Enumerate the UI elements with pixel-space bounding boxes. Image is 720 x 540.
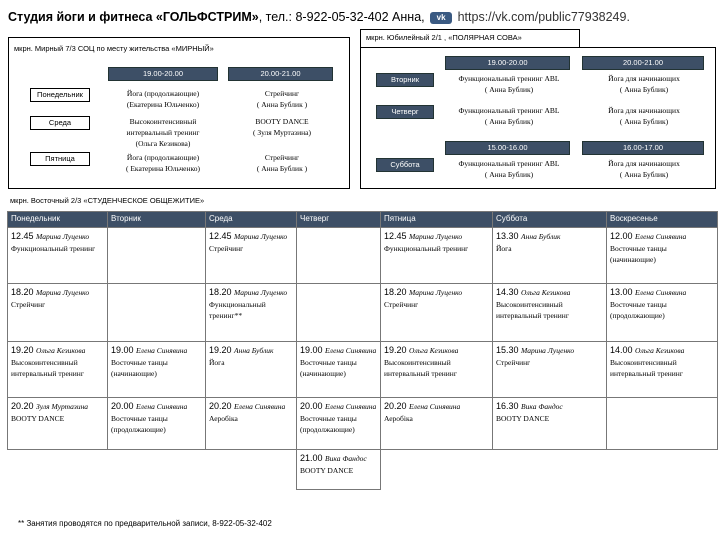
class-time: 12.45 [209,231,232,241]
class-name: Высокоинтенсивный интервальный тренинг [496,300,569,320]
class-name: Функциональный тренинг** [209,300,266,320]
instructor-name: Ольга Кезикова [36,346,86,355]
table-header-row [8,212,718,228]
class-name: Высокоинтенсивный интервальный тренинг [384,358,457,378]
mirny-time-2: 20.00-21.00 [228,67,333,81]
instructor-name: Вика Фандос [325,454,367,463]
instructor-name: Елена Синявина [234,402,286,411]
class-name: Высокоинтенсивный интервальный тренинг [11,358,84,378]
instructor-name: Марина Луценко [36,288,90,297]
class-time: 20.00 [111,401,134,411]
instructor-name: Елена Синявина [635,288,687,297]
class-name: Аеробіка [209,414,238,423]
instructor-name: Анна Бублик [234,346,274,355]
instructor-name: Анна Бублик [521,232,561,241]
vostochny-title: мкрн. Восточный 2/3 «СТУДЕНЧЕСКОЕ ОБЩЕЖИТИЕ» [10,196,205,205]
class-name: BOOTY DANCE [496,414,550,423]
class-name: BOOTY DANCE [300,466,354,475]
day-header-5: Суббота [493,212,607,228]
day-header-2: Среда [206,212,297,228]
schedule-cell [607,342,718,398]
class-name: Восточные танцы (продолжающие) [300,414,357,434]
instructor-name: Зуля Муртазина [36,402,89,411]
mirny-title: мкрн. Мирный 7/3 СОЦ по месту жительства «МИРНЫЙ» [14,44,214,53]
day-header-6: Воскресенье [607,212,718,228]
schedule-cell [493,450,607,490]
schedule-cell [8,228,108,284]
class-name: Йога [209,358,225,367]
schedule-cell [297,342,381,398]
instructor-name: Марина Луценко [409,288,463,297]
instructor-name: Елена Синявина [325,402,377,411]
schedule-cell [493,228,607,284]
table-row [8,342,718,398]
class-name: Восточные танцы (продолжающие) [111,414,168,434]
polar-day-b0: Суббота [376,158,434,172]
class-time: 20.00 [300,401,323,411]
table-row [8,228,718,284]
schedule-cell [607,228,718,284]
schedule-cell [297,228,381,284]
polar-class-b1-0: Функциональный тренинг ABL ( Анна Бублик) [458,159,560,179]
instructor-name: Елена Синявина [136,346,188,355]
studio-title: Студия йоги и фитнеса «ГОЛЬФСТРИМ» [8,10,259,24]
instructor-name: Ольга Кезикова [635,346,685,355]
mirny-class-1-1: Высокоинтенсивный интервальный тренинг (Ольга Кезикова) [126,117,200,148]
class-time: 14.00 [610,345,633,355]
schedule-cell [108,450,206,490]
table-row [8,398,718,450]
polar-time-a2: 20.00-21.00 [582,56,704,70]
schedule-cell [206,228,297,284]
instructor-name: Елена Синявина [136,402,188,411]
class-time: 12.45 [384,231,407,241]
polar-time-a1: 19.00-20.00 [445,56,570,70]
schedule-cell [206,284,297,342]
polar-time-b1: 15.00-16.00 [445,141,570,155]
schedule-cell [381,398,493,450]
schedule-cell [297,284,381,342]
contact-text: , тел.: 8-922-05-32-402 Анна, [258,10,425,24]
schedule-cell [8,284,108,342]
vk-logo-icon: vk [430,12,452,24]
schedule-cell [108,342,206,398]
polar-title: мкрн. Юбилейный 2/1 , «ПОЛЯРНАЯ СОВА» [366,33,522,42]
mirny-class-2-1: BOOTY DANCE ( Зуля Муртазина) [252,117,311,137]
schedule-cell [108,398,206,450]
polar-class-a2-0: Йога для начинающих ( Анна Бублик) [608,74,680,94]
class-name: BOOTY DANCE [11,414,65,423]
polar-class-a1-1: Функциональный тренинг ABL ( Анна Бублик) [458,106,560,126]
polar-class-a2-1: Йога для начинающих ( Анна Бублик) [608,106,680,126]
polar-day-a0: Вторник [376,73,434,87]
class-time: 21.00 [300,453,323,463]
mirny-class-2-0: Стрейчинг ( Анна Бублик ) [256,89,308,109]
schedule-cell [381,450,493,490]
schedule-cell [381,228,493,284]
schedule-cell [108,228,206,284]
day-header-3: Четверг [297,212,381,228]
class-name: Аеробіка [384,414,413,423]
schedule-cell [297,398,381,450]
schedule-cell [206,450,297,490]
class-time: 20.20 [11,401,34,411]
mirny-time-1: 19.00-20.00 [108,67,218,81]
class-time: 18.20 [384,287,407,297]
class-name: Стрейчинг [384,300,419,309]
table-row [8,450,718,490]
class-name: Восточные танцы (начинающие) [111,358,168,378]
class-time: 12.45 [11,231,34,241]
schedule-cell [108,284,206,342]
schedule-cell [297,450,381,490]
class-time: 19.00 [111,345,134,355]
class-time: 20.20 [209,401,232,411]
class-name: Стрейчинг [11,300,46,309]
class-time: 15.30 [496,345,519,355]
schedule-cell [493,398,607,450]
class-time: 19.20 [384,345,407,355]
polar-class-b2-0: Йога для начинающих ( Анна Бублик) [608,159,680,179]
schedule-cell [381,342,493,398]
instructor-name: Марина Луценко [409,232,463,241]
class-name: Восточные танцы (начинающие) [610,244,667,264]
instructor-name: Ольга Кезикова [409,346,459,355]
page-header [8,10,630,24]
table-row [8,284,718,342]
footnote: ** Занятия проводятся по предварительной записи, 8-922-05-32-402 [18,519,272,528]
schedule-cell [206,342,297,398]
schedule-cell [607,284,718,342]
class-name: Стрейчинг [209,244,244,253]
instructor-name: Елена Синявина [635,232,687,241]
schedule-cell [493,284,607,342]
schedule-cell [493,342,607,398]
instructor-name: Марина Луценко [234,288,288,297]
class-name: Восточные танцы (продолжающие) [610,300,667,320]
instructor-name: Вика Фандос [521,402,563,411]
vk-link[interactable]: https://vk.com/public77938249. [457,10,630,24]
class-name: Функциональный тренинг [384,244,469,253]
class-name: Стрейчинг [496,358,531,367]
mirny-class-1-2: Йога (продолжающие) ( Екатерина Юльченко) [125,153,201,173]
class-time: 13.00 [610,287,633,297]
day-header-4: Пятница [381,212,493,228]
polar-class-a1-0: Функциональный тренинг ABL ( Анна Бублик) [458,74,560,94]
class-time: 19.20 [11,345,34,355]
schedule-cell [8,450,108,490]
weekly-schedule-table [7,211,718,490]
mirny-class-1-0: Йога (продолжающие) (Екатерина Юльченко) [126,89,200,109]
instructor-name: Марина Луценко [36,232,90,241]
class-name: Йога [496,244,512,253]
schedule-cell [381,284,493,342]
polar-time-b2: 16.00-17.00 [582,141,704,155]
instructor-name: Ольга Кезикова [521,288,571,297]
class-time: 19.20 [209,345,232,355]
mirny-day-2: Пятница [30,152,90,166]
polar-day-a1: Четверг [376,105,434,119]
mirny-day-1: Среда [30,116,90,130]
day-header-0: Понедельник [8,212,108,228]
class-time: 18.20 [209,287,232,297]
instructor-name: Марина Луценко [521,346,575,355]
class-time: 20.20 [384,401,407,411]
schedule-cell [607,450,718,490]
class-time: 14.30 [496,287,519,297]
class-time: 13.30 [496,231,519,241]
class-name: Восточные танцы (начинающие) [300,358,357,378]
instructor-name: Елена Синявина [325,346,377,355]
class-name: Высокоинтенсивный интервальный тренинг [610,358,683,378]
schedule-cell [607,398,718,450]
class-time: 16.30 [496,401,519,411]
mirny-class-2-2: Стрейчинг ( Анна Бублик ) [256,153,308,173]
schedule-cell [8,398,108,450]
class-time: 18.20 [11,287,34,297]
schedule-cell [206,398,297,450]
instructor-name: Марина Луценко [234,232,288,241]
schedule-cell [8,342,108,398]
class-time: 19.00 [300,345,323,355]
mirny-day-0: Понедельник [30,88,90,102]
instructor-name: Елена Синявина [409,402,461,411]
class-name: Функциональный тренинг [11,244,96,253]
day-header-1: Вторник [108,212,206,228]
class-time: 12.00 [610,231,633,241]
